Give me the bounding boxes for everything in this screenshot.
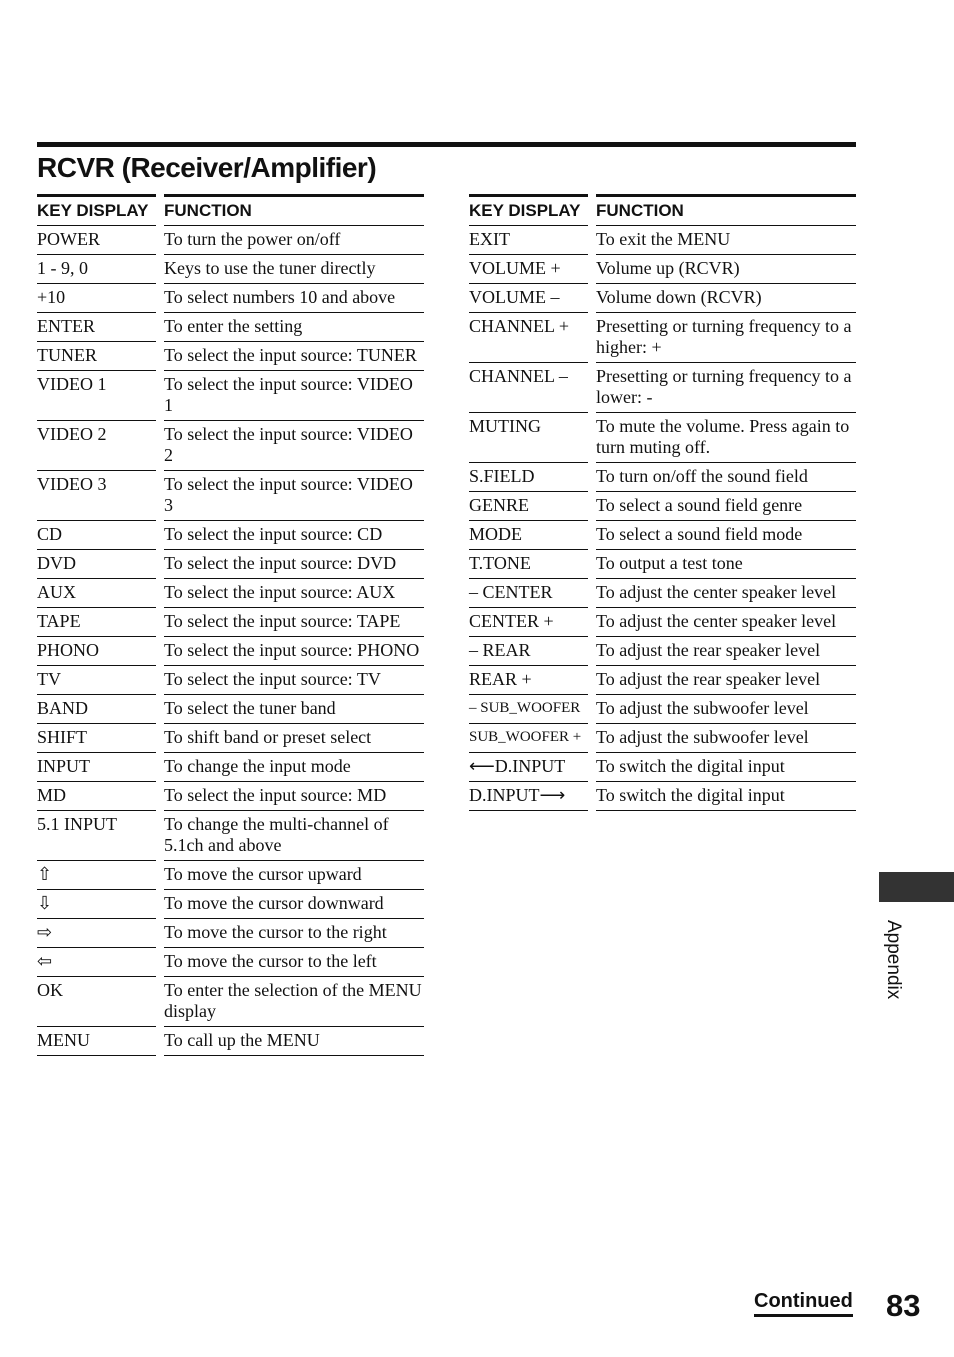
table-row [37, 753, 424, 782]
function-cell: To move the cursor upward [164, 861, 424, 890]
function-cell: To select the input source: VIDEO 2 [164, 421, 424, 471]
key-display-cell: +10 [37, 284, 156, 313]
function-cell: To select the input source: PHONO [164, 637, 424, 666]
key-display-cell: SUB_WOOFER + [469, 724, 588, 753]
table-row [469, 753, 856, 782]
function-cell: To output a test tone [596, 550, 856, 579]
key-display-cell: CHANNEL + [469, 313, 588, 363]
title-rule [37, 142, 856, 147]
table-row [469, 724, 856, 753]
key-display-cell: CENTER + [469, 608, 588, 637]
table-row [37, 471, 424, 521]
function-cell: To select the input source: TAPE [164, 608, 424, 637]
key-display-cell: INPUT [37, 753, 156, 782]
key-display-cell: OK [37, 977, 156, 1027]
table-row [469, 492, 856, 521]
function-cell: Volume up (RCVR) [596, 255, 856, 284]
function-cell: To select the tuner band [164, 695, 424, 724]
table-row [37, 521, 424, 550]
function-cell: To select the input source: MD [164, 782, 424, 811]
function-cell: To select the input source: VIDEO 3 [164, 471, 424, 521]
table-row [469, 521, 856, 550]
function-cell: To shift band or preset select [164, 724, 424, 753]
table-row [37, 666, 424, 695]
function-cell: To select numbers 10 and above [164, 284, 424, 313]
key-display-cell: MODE [469, 521, 588, 550]
key-display-cell: ⇧ [37, 861, 156, 890]
function-cell: To enter the selection of the MENU display [164, 977, 424, 1027]
function-cell: To select the input source: TV [164, 666, 424, 695]
table-row [37, 977, 424, 1027]
table-row [37, 919, 424, 948]
function-cell: To adjust the subwoofer level [596, 695, 856, 724]
function-cell: To select the input source: DVD [164, 550, 424, 579]
function-cell: To select the input source: VIDEO 1 [164, 371, 424, 421]
key-display-cell: DVD [37, 550, 156, 579]
function-cell: To adjust the rear speaker level [596, 666, 856, 695]
function-cell: To enter the setting [164, 313, 424, 342]
table-row [37, 421, 424, 471]
table-row [469, 413, 856, 463]
section-tab-marker [879, 872, 954, 902]
key-display-cell: POWER [37, 226, 156, 255]
key-table-right [469, 194, 856, 811]
key-display-cell: REAR + [469, 666, 588, 695]
function-cell: To mute the volume. Press again to turn muting off. [596, 413, 856, 463]
function-cell: To move the cursor to the left [164, 948, 424, 977]
key-display-cell: – REAR [469, 637, 588, 666]
key-display-cell: BAND [37, 695, 156, 724]
key-display-cell: TV [37, 666, 156, 695]
key-display-cell: VIDEO 3 [37, 471, 156, 521]
key-display-cell: S.FIELD [469, 463, 588, 492]
table-row [37, 637, 424, 666]
header-key-display: KEY DISPLAY [37, 194, 156, 226]
function-cell: To turn on/off the sound field [596, 463, 856, 492]
table-row [469, 579, 856, 608]
table-row [37, 724, 424, 753]
key-display-cell: MD [37, 782, 156, 811]
function-cell: Presetting or turning frequency to a lower: - [596, 363, 856, 413]
function-cell: To select the input source: AUX [164, 579, 424, 608]
key-display-cell: ENTER [37, 313, 156, 342]
function-cell: To select the input source: TUNER [164, 342, 424, 371]
table-header [37, 194, 424, 226]
function-cell: To adjust the center speaker level [596, 608, 856, 637]
table-row [469, 284, 856, 313]
key-display-cell: VIDEO 1 [37, 371, 156, 421]
key-display-cell: ⇩ [37, 890, 156, 919]
table-header [469, 194, 856, 226]
function-cell: To adjust the center speaker level [596, 579, 856, 608]
key-display-cell: CD [37, 521, 156, 550]
key-display-cell: TAPE [37, 608, 156, 637]
function-cell: To select the input source: CD [164, 521, 424, 550]
header-key-display: KEY DISPLAY [469, 194, 588, 226]
table-row [37, 579, 424, 608]
function-cell: Volume down (RCVR) [596, 284, 856, 313]
table-row [37, 255, 424, 284]
key-display-cell: VIDEO 2 [37, 421, 156, 471]
section-label: Appendix [883, 920, 904, 1000]
table-row [37, 226, 424, 255]
function-cell: To move the cursor downward [164, 890, 424, 919]
table-row [469, 782, 856, 811]
key-display-cell: – CENTER [469, 579, 588, 608]
table-row [37, 948, 424, 977]
key-display-cell: ⟵D.INPUT [469, 753, 588, 782]
key-table-left [37, 194, 424, 1056]
key-display-cell: – SUB_WOOFER [469, 695, 588, 724]
table-row [37, 313, 424, 342]
page-title: RCVR (Receiver/Amplifier) [37, 152, 377, 183]
table-row [37, 284, 424, 313]
table-row [469, 226, 856, 255]
key-display-cell: 5.1 INPUT [37, 811, 156, 861]
table-row [37, 1027, 424, 1056]
table-row [469, 363, 856, 413]
function-cell: To select a sound field mode [596, 521, 856, 550]
key-display-cell: AUX [37, 579, 156, 608]
key-display-cell: ⇨ [37, 919, 156, 948]
key-display-cell: EXIT [469, 226, 588, 255]
key-display-cell: VOLUME – [469, 284, 588, 313]
header-function: FUNCTION [596, 194, 856, 226]
function-cell: To adjust the subwoofer level [596, 724, 856, 753]
function-cell: To move the cursor to the right [164, 919, 424, 948]
key-display-cell: GENRE [469, 492, 588, 521]
table-row [37, 550, 424, 579]
function-cell: To switch the digital input [596, 782, 856, 811]
table-row [469, 666, 856, 695]
table-row [37, 890, 424, 919]
function-cell: To change the multi-channel of 5.1ch and above [164, 811, 424, 861]
function-cell: To change the input mode [164, 753, 424, 782]
function-cell: To select a sound field genre [596, 492, 856, 521]
table-row [469, 313, 856, 363]
function-cell: To adjust the rear speaker level [596, 637, 856, 666]
function-cell: To turn the power on/off [164, 226, 424, 255]
key-display-cell: SHIFT [37, 724, 156, 753]
table-row [37, 695, 424, 724]
table-row [469, 637, 856, 666]
continued-label: Continued [754, 1290, 853, 1317]
function-cell: To exit the MENU [596, 226, 856, 255]
function-cell: To call up the MENU [164, 1027, 424, 1056]
table-row [469, 550, 856, 579]
header-function: FUNCTION [164, 194, 424, 226]
table-row [37, 342, 424, 371]
key-display-cell: VOLUME + [469, 255, 588, 284]
function-cell: Keys to use the tuner directly [164, 255, 424, 284]
table-row [37, 861, 424, 890]
key-display-cell: T.TONE [469, 550, 588, 579]
table-row [37, 371, 424, 421]
table-row [469, 255, 856, 284]
key-display-cell: CHANNEL – [469, 363, 588, 413]
table-row [37, 811, 424, 861]
key-display-cell: D.INPUT⟶ [469, 782, 588, 811]
key-display-cell: MUTING [469, 413, 588, 463]
function-cell: Presetting or turning frequency to a higher: + [596, 313, 856, 363]
table-row [37, 782, 424, 811]
table-row [469, 608, 856, 637]
table-row [37, 608, 424, 637]
table-row [469, 695, 856, 724]
key-display-cell: MENU [37, 1027, 156, 1056]
page-number: 83 [886, 1288, 921, 1323]
function-cell: To switch the digital input [596, 753, 856, 782]
key-display-cell: TUNER [37, 342, 156, 371]
table-row [469, 463, 856, 492]
key-display-cell: ⇦ [37, 948, 156, 977]
key-display-cell: PHONO [37, 637, 156, 666]
key-display-cell: 1 - 9, 0 [37, 255, 156, 284]
